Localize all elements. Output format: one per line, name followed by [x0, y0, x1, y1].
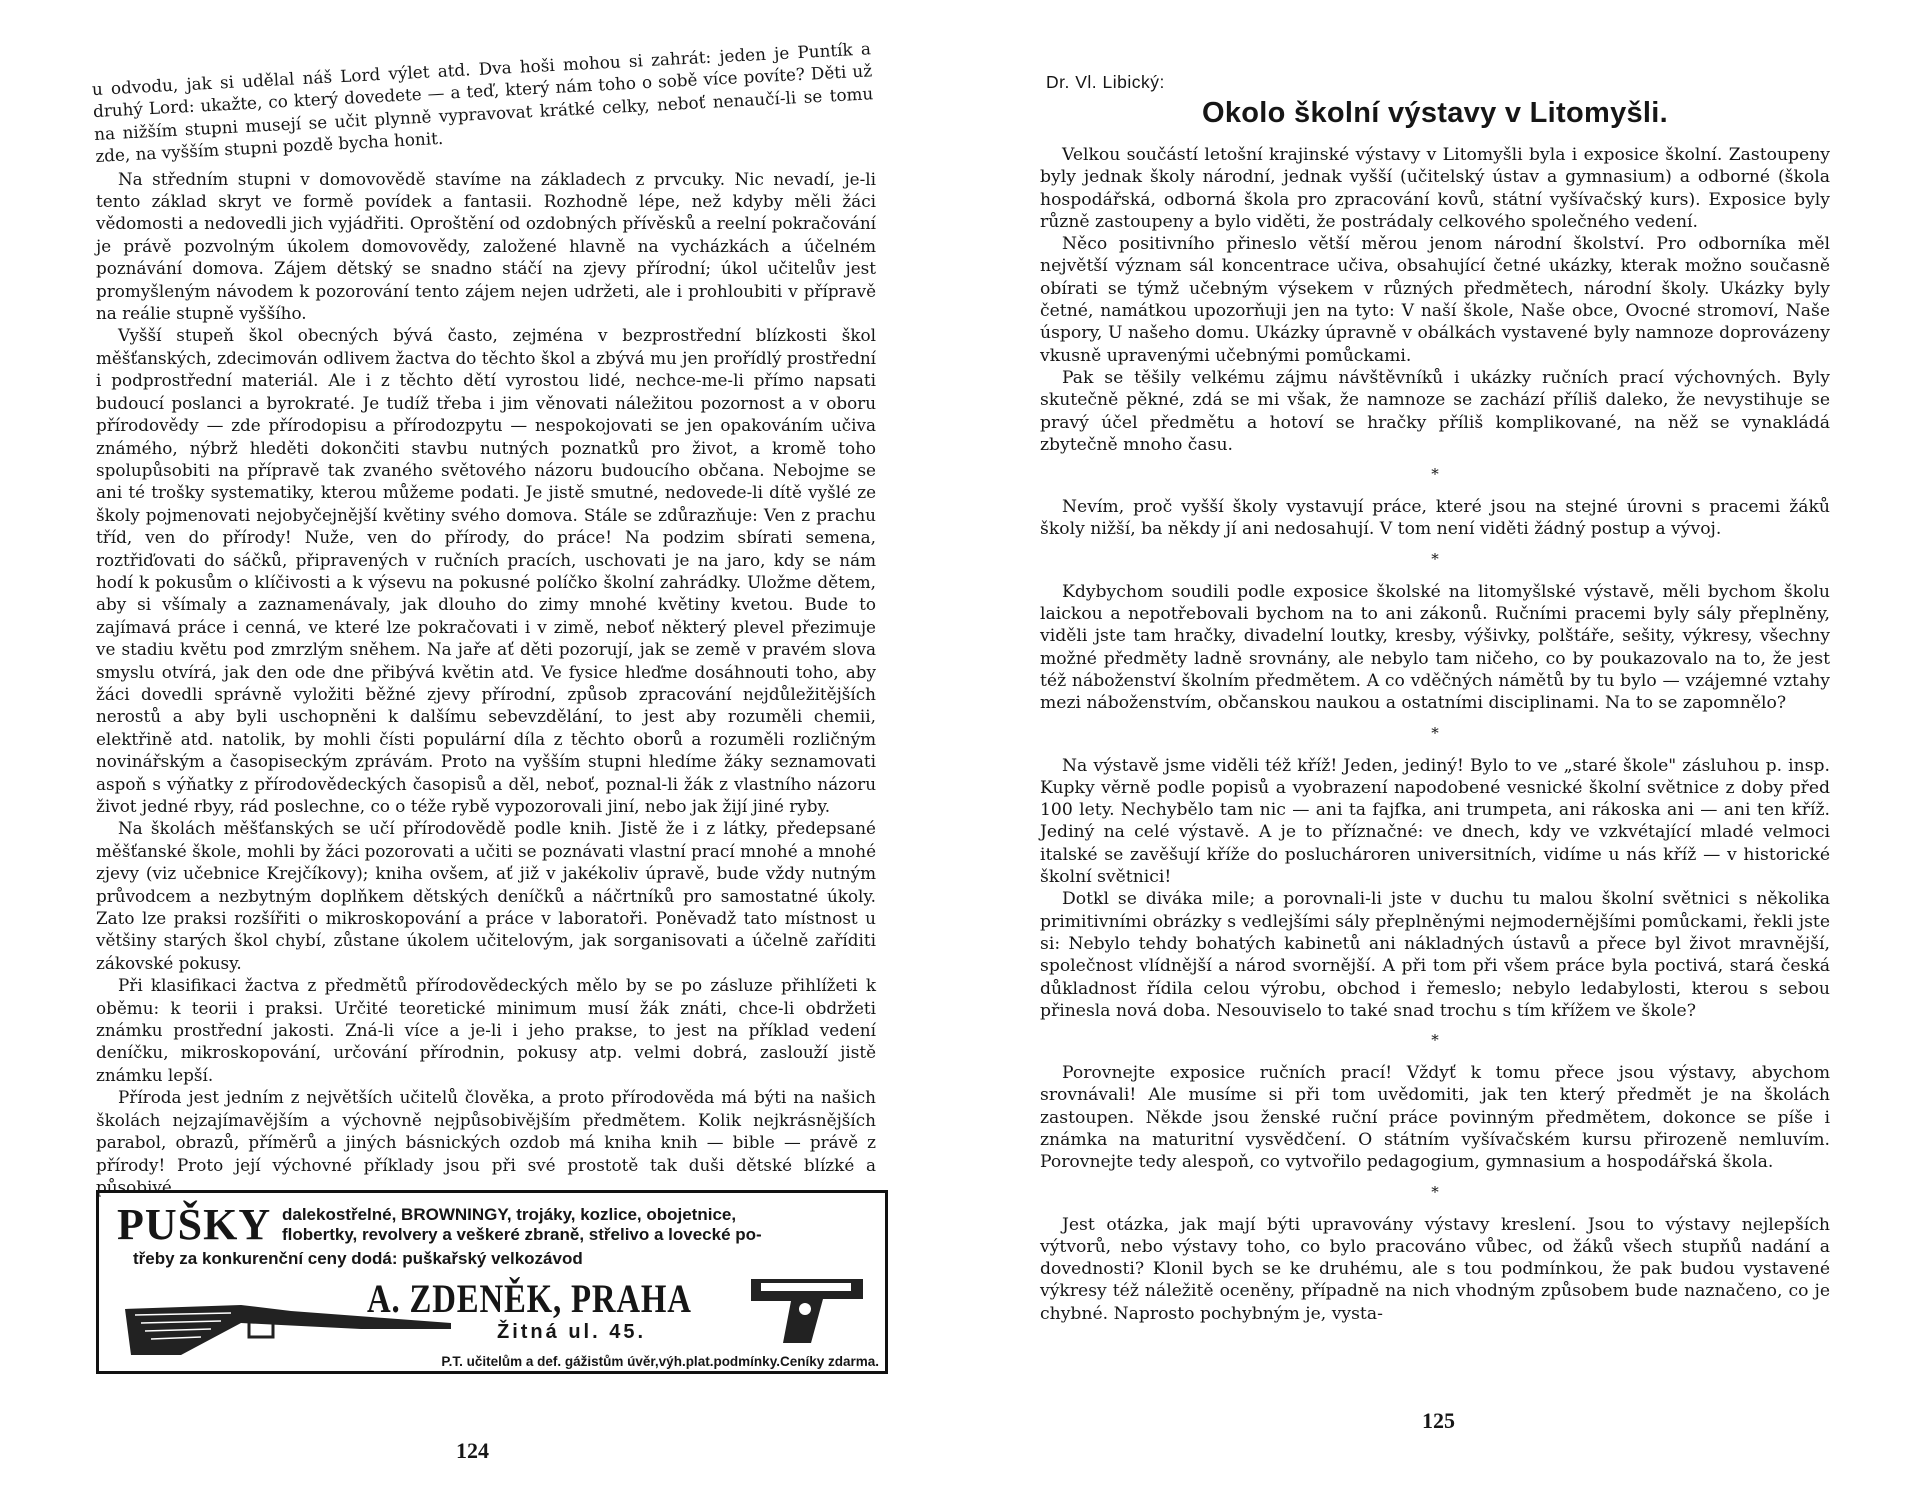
left-page: [91, 38, 876, 1198]
article-title: Okolo školní výstavy v Litomyšli.: [1201, 97, 1668, 129]
paragraph: Dotkl se diváka mile; a porovnali-li jste v duchu tu malou školní světnici s několika primitivními obrázky s vedlejšími sály přeplněnými nejmodernějšími pomůckami, řekli jste si: Nebylo tehdy bohatých kabinetů ani nákladných ústavů a přece byl život mravnější, společnost vlídnější a národ svornější. A při tom při všem práce byla poctivá, stará česká důkladnost řídila celou výrobu, obchod i řemeslo; nebylo ledabylosti, kterou s sebou přinesla nová doba. Nesouviselo to také snad trochu s tím křížem ve škole?: [1040, 889, 1830, 1021]
section-separator: *: [1431, 549, 1439, 568]
paragraph: Porovnejte exposice ručních prací! Vždyť k tomu přece jsou výstavy, abychom srovnávali! Ale musíme si při tom uvědomiti, jak ten který předmět je na školách zastoupen. Někde jsou ženské ruční práce povinným předmětem, dokonce se píše i známka na maturitní vysvědčení. O státním vyšívačském kursu přirozeně nemluvím. Porovnejte tedy alespoň, co vytvořilo pedagogium, gymnasium a hospodářská škola.: [1040, 1063, 1830, 1173]
paragraph: Pak se těšily velkému zájmu návštěvníků i ukázky ručních prací výchovných. Byly skutečně pěkné, zdá se mi však, že namnoze se zachází příliš daleko, že nevystihuje se pravý účel předmětu a hotoví se hračky příliš komplikované, na něž se vynakládá zbytečně mnoho času.: [1040, 367, 1830, 455]
paragraph: Při klasifikaci žactva z předmětů přírodovědeckých mělo by se po zásluze přihlížeti k oběmu: k teorii i praksi. Určité teoretické minimum musí žák znáti, chce-li obdržeti známku prostřední jakosti. Zná-li více a je-li i jeho prakse, to jest na příklad vedení deníčku, mikroskopování, určování přírodnin, pokusy atp. velmi dobrá, zaslouží jistě známku lepší.: [96, 975, 876, 1085]
paragraph: Nevím, proč vyšší školy vystavují práce, které jsou na stejné úrovni s pracemi žáků školy nižší, ba někdy jí ani nedosahují. V tom není viděti žádný postup a vývoj.: [1040, 497, 1830, 540]
paragraph: Velkou součástí letošní krajinské výstavy v Litomyšli byla i exposice školní. Zastoupeny byly jednak školy národní, jednak vyšší (učitelský ústav a gymnasium) a odborné (škola hospodářská, odborná škola pro zpracování kovů, státní vyšívačský kurs). Exposice byly různě zastoupeny a bylo viděti, že postrádaly celkového společného vedení.: [1040, 145, 1830, 232]
ad-company-name: A. ZDENĚK, PRAHA: [367, 1276, 692, 1321]
ad-address: Žitná ul. 45.: [497, 1321, 647, 1343]
paragraph: Něco positivního přineslo větší měrou jenom národní školství. Pro odborníka měl největší význam sál koncentrace učiva, obsahující četné ukázky, kterak možno současně obírati se týmž učebným výsekem v různých předmětech, národní školy. Ukázky byly četné, namátkou upozorňuji jen na tyto: V naší škole, Naše obce, Ovocné stromoví, Naše úspory, U našeho domu. Ukázky úpravně v obálkách vystavené byly namnoze doprovázeny vkusně upravenými učebnými pomůckami.: [1040, 234, 1830, 366]
ad-line: třeby za konkurenční ceny dodá: puškařský velkozávod: [133, 1249, 583, 1268]
page-number: 124: [456, 1438, 489, 1463]
paragraph: Kdybychom soudili podle exposice školské na litomyšlské výstavě, měli bychom školu laickou a nepotřebovali bychom na to ani zákonů. Ručními pracemi byly sály přeplněny, viděli jste tam hračky, divadelní loutky, kresby, výšivky, polštáře, sešity, výkresy, všechny možné předměty ladně srovnány, ale nebylo tam ničeho, co by poukazovalo na to, že jest též náboženství školním předmětem. A co vděčných námětů by tu bylo — vzájemné vztahy mezi náboženstvím, občanskou naukou a ostatními disciplinami. Na to se zapomnělo?: [1040, 581, 1830, 714]
paragraph: Na středním stupni v domovovědě stavíme na základech z prvcuky. Nic nevadí, je-li tento základ skryt ve formě povídek a fantasii. Rozhodně lépe, než kdyby měli žáci vědomosti a nedovedli jich vyjádřiti. Oproštění od ozdobných přívěsků a reelní pokračování je právě pozvolným úkolem domovovědy, založené hlavně na vycházkách a účelném poznávání domova. Zájem dětský se snadno stáčí na zjevy přírodní; úkol učitelův jest promyšleným návodem k pozorování tento zájem nejen udržeti, ale i prohloubiti v přípravě na reálie stupně vyššího.: [96, 168, 876, 324]
ad-brand: PUŠKY: [117, 1200, 272, 1249]
paragraph: Na školách měšťanských se učí přírodovědě podle knih. Jistě že i z látky, předepsané měšťanské škole, mohli by žáci pozorovati a učiti se poznávati vlastní prací mnohé a mnohé zjevy (viz učebnice Krejčíkovy); kniha ovšem, ať již v jakékoliv úpravě, bude vždy nutným průvodcem a nezbytným doplňkem dětských deníčků a náčrtníků pro samostatné úkoly. Zato lze praksi rozšířiti o mikroskopování a práce v laboratoři. Poněvadž tato místnost u většiny starých škol chybí, zůstane úkolem učitelovým, jak sorganisovati a účelně zaříditi zákovské pokusy.: [96, 818, 876, 973]
ad-line: dalekostřelné, BROWNINGY, trojáky, kozlice, obojetnice,: [282, 1205, 737, 1224]
article-author: Dr. Vl. Libický:: [1046, 72, 1165, 92]
paragraph: Vyšší stupeň škol obecných bývá často, zejména v bezprostřední blízkosti škol měšťanských, zdecimován odlivem žactva do těchto škol a zbývá mu jen prořídlý prostřední i podprostřední materiál. Ale i z těchto dětí vyrostou lidé, nechce-me-li přímo napsati budoucí poslanci a byrokraté. Je tudíž třeba i jim věnovati náležitou pozornost a v oboru přírodovědy — zde přírodopisu a přírodozpytu — nespokojovati se jen opakováním učiva známého, nýbrž hleděti dokončiti stavbu nutných poznatků pro život, a kromě toho spolupůsobiti na přípravě tak zvaného světového názoru budoucího občana. Nebojme se ani té trošky systematiky, kterou můžeme podati. Je jistě smutné, nedovede-li dítě vyšlé ze školy pojmenovati nejobyčejnější květiny svého domova. Stále se zdůrazňuje: Ven z prachu tříd, ven do přírody! Nuže, ven do přírody, do práce! Na podzim sbírati semena, roztřiďovati do sáčků, připravených v ručních pracích, uschovati je na jaro, kdy se nám hodí k pokusům o klíčivosti a k výsevu na pokusné políčko školní zahrádky. Uložme dětem, aby si všímaly a zaznamenávaly, jak dlouho do zimy mnohé květiny kvetou. Bude to zajímavá práce i cenná, ve které lze pokračovati i v zimě, neboť některý plevel přezimuje ve stadiu květu pod zmrzlým sněhem. Na jaře ať děti pozorují, jak se země v pravém slova smyslu otvírá, jak den ode dne přibývá květin atd. Ve fysice hleďme dosáhnouti toho, aby žáci dovedli správně vyložiti běžné zjevy přírodní, způsob zpracování nejdůležitějších nerostů a aby byli uschopněni k dalšímu sebevzdělání, to jest aby rozuměli chemii, elektřině atd. natolik, by mohli čísti populární díla z těchto oborů a rozuměli rozličným novinářským a časopiseckým zprávám. Proto na vyšším stupni hledíme žáky seznamovati aspoň s výňatky z přírodovědeckých časopisů a děl, neboť, poznal-li žák z vlastního názoru život jedné rbyy, rád poslechne, co o téže rybě vypozorovali jiní, nebo jak žijí jiné ryby.: [96, 325, 876, 816]
paragraph: u odvodu, jak si udělal náš Lord výlet atd. Dva hoši mohou si zahrát: jeden je Puntík a druhý Lord: ukažte, co který dovedete — a teď, který nám toho o sobě více povíte? Děti už na nižším stupni musejí se učit plynně vypravovat krátké celky, neboť nenaučí-li se tomu zde, na vyšším stupni pozdě bycha honit.: [91, 38, 874, 167]
gun-shop-advertisement: [96, 1190, 888, 1374]
section-separator: *: [1431, 1182, 1439, 1201]
section-separator: *: [1431, 723, 1439, 742]
section-separator: *: [1431, 1031, 1439, 1050]
left-page-text: [91, 38, 876, 1198]
pistol-icon: [747, 1269, 867, 1349]
ad-line: flobertky, revolvery a veškeré zbraně, střelivo a lovecké po-: [282, 1225, 762, 1244]
paragraph: Příroda jest jedním z největších učitelů člověka, a proto přírodověda má býti na našich školách nejzajímavějším a výchovně nejpůsobivějším předmětem. Kolik nejkrásnějších parabol, obrazů, příměrů a jiných básnických ozdob má kniha knih — bible — právě z přírody! Proto její výchovné příklady jsou při své prostotě tak duši dětské blízké a působivé.: [96, 1087, 876, 1197]
section-separator: *: [1431, 465, 1439, 484]
ad-footer: P.T. učitelům a def. gážistům úvěr,výh.plat.podmínky.Ceníky zdarma.: [441, 1354, 879, 1369]
paragraph: Jest otázka, jak mají býti upravovány výstavy kreslení. Jsou to výstavy nejlepších výtvorů, nebo výstavy toho, co bylo pracováno vůbec, od žáků všech stupňů nadání a dovednosti? Klonil bych se ke druhému, ale s tou podmínkou, že pak budou vystavené výkresy též náležitě oceněny, případně na nich vhodným způsobem bude naznačeno, co je chybné. Naprosto pochybným je, vysta-: [1040, 1214, 1830, 1324]
right-page: [1040, 72, 1830, 1325]
page-number: 125: [1422, 1408, 1455, 1433]
paragraph: Na výstavě jsme viděli též kříž! Jeden, jediný! Bylo to ve „staré škole" zásluhou p. insp. Kupky věrně podle popisů a vyobrazení napodobené vesnické školní světnice z doby před 100 lety. Nechybělo tam nic — ani ta fajfka, ani trumpeta, ani rákoska ani — ani ten kříž. Jediný na celé výstavě. A je to příznačné: ve dnech, kdy ve vzkvétající mladé velmoci italské se zavěšují kříže do posluchároren universitních, vidíme u nás kříž — v historické školní světnici!: [1040, 755, 1830, 888]
right-page-text: [1040, 144, 1830, 1325]
